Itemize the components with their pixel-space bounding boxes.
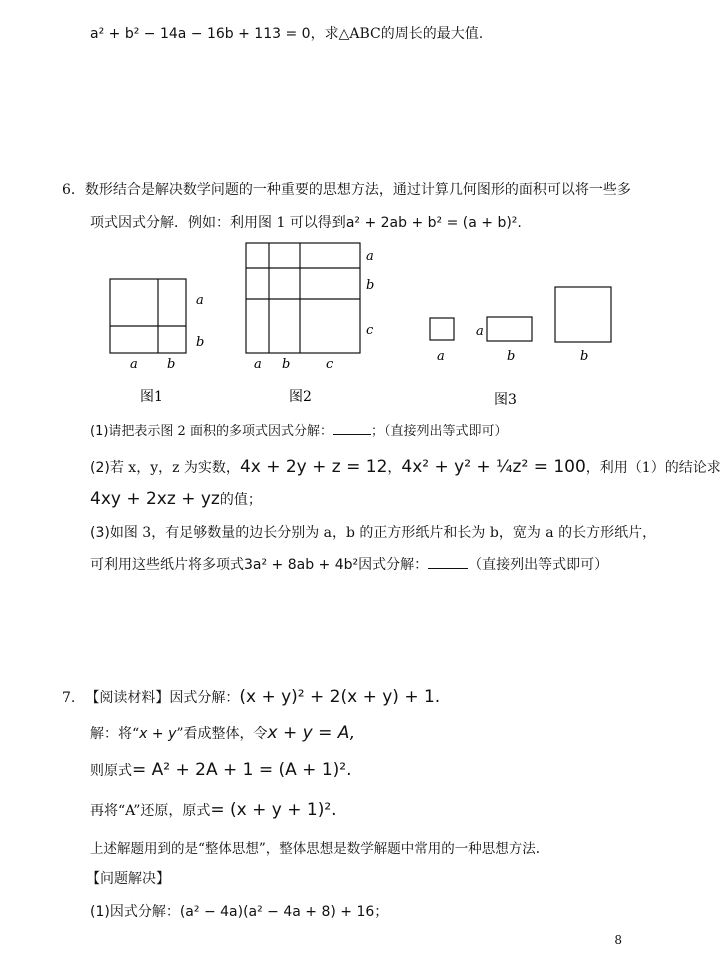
figure-1 xyxy=(110,279,186,353)
q6-sub2-equation1: 4x + 2y + z = 12 xyxy=(239,457,388,477)
q6-line1 xyxy=(62,181,631,199)
q6-sub2-equation2: 4x² + y² + ¼z² = 100 xyxy=(401,457,586,477)
fig3-caption: 图3 xyxy=(494,392,517,408)
q6-sub1-label: (1) xyxy=(90,424,109,439)
fig2-label-bottom-a: a xyxy=(254,357,262,372)
q7-head xyxy=(62,688,440,707)
q6-sub3-line2-tail: 因式分解： xyxy=(358,557,429,573)
q6-sub3-answer-blank xyxy=(428,556,468,569)
q7-sol1-expression: x + y xyxy=(139,726,177,742)
fig3-label-rect-side: a xyxy=(476,324,484,339)
q6-sub3-label: (3) xyxy=(90,525,110,541)
figure-2 xyxy=(246,243,360,353)
top-equation-line xyxy=(90,25,483,43)
q6-number: 6． xyxy=(62,182,85,198)
q6-sub2-line2 xyxy=(90,490,262,509)
q6-line2 xyxy=(90,214,522,232)
q6-sub2-tail: ，利用（1）的结论求 xyxy=(585,460,721,476)
q7-sol1-text: 解：将“ xyxy=(90,726,140,742)
q7-sol3-equation: = (x + y + 1)². xyxy=(210,800,337,820)
q6-sub2-line1 xyxy=(90,458,721,477)
fig2-label-right-c: c xyxy=(366,323,374,338)
q6-sub1-tail: ；（直接列出等式即可） xyxy=(370,424,508,439)
fig2-label-right-a: a xyxy=(366,249,374,264)
q6-figures xyxy=(0,238,680,408)
q6-sub2-separator: ， xyxy=(387,460,402,476)
q6-sub1-text: 请把表示图 2 面积的多项式因式分解： xyxy=(108,424,333,439)
fig2-label-bottom-b: b xyxy=(282,357,291,372)
figure-3 xyxy=(430,287,611,342)
q7-sub1 xyxy=(90,903,388,921)
q6-sub3-line2 xyxy=(90,556,608,574)
fig2-caption: 图2 xyxy=(289,389,312,405)
fig2-label-right-b: b xyxy=(366,278,375,293)
q7-sol4-text: 上述解题用到的是“整体思想”，整体思想是数学解题中常用的一种思想方法. xyxy=(90,841,541,857)
page-number: 8 xyxy=(614,933,622,947)
fig3-label-rect-bottom: b xyxy=(507,349,516,364)
q7-solution-line1 xyxy=(90,724,355,743)
q6-sub1 xyxy=(90,422,507,441)
q7-sol2-equation: = A² + 2A + 1 = (A + 1)². xyxy=(132,760,352,780)
q6-example-text: 项式因式分解．例如：利用图 1 可以得到 xyxy=(90,215,346,231)
fig1-caption: 图1 xyxy=(140,389,163,405)
q7-sub1-text: 因式分解： xyxy=(109,904,180,920)
q7-sub1-expression: (a² − 4a)(a² − 4a + 8) + 16； xyxy=(179,904,389,920)
fig2-label-bottom-c: c xyxy=(326,357,334,372)
q7-head-equation: (x + y)² + 2(x + y) + 1. xyxy=(239,687,441,707)
q7-number: 7. xyxy=(62,690,76,706)
fig1-label-right-b: b xyxy=(196,335,205,350)
q7-sub1-label: (1) xyxy=(90,904,110,920)
q6-sub2-label: (2) xyxy=(90,460,110,476)
q7-sol2-text: 则原式 xyxy=(90,763,132,779)
q6-intro-text: 数形结合是解决数学问题的一种重要的思想方法，通过计算几何图形的面积可以将一些多 xyxy=(84,182,631,198)
q7-head-label: 【阅读材料】因式分解： xyxy=(85,690,240,706)
fig3-label-big-square: b xyxy=(580,349,589,364)
fig1-label-right-a: a xyxy=(196,293,204,308)
q7-solution-line4 xyxy=(90,840,540,858)
q6-sub1-answer-blank xyxy=(333,422,371,435)
q7-solution-line2 xyxy=(90,761,352,780)
q6-sub2-text: 若 x，y，z 为实数， xyxy=(109,460,240,476)
q7-sol1-mid: ”看成整体，令 xyxy=(176,726,268,742)
fig1-label-bottom-a: a xyxy=(130,357,138,372)
top-equation-text: ，求△ABC的周长的最大值. xyxy=(310,26,484,42)
top-equation: a² + b² − 14a − 16b + 113 = 0 xyxy=(90,26,311,42)
fig3-label-small-square: a xyxy=(437,349,445,364)
q6-sub2-line2-tail: 的值； xyxy=(219,492,262,508)
q7-sol1-substitution: x + y = A, xyxy=(267,723,356,743)
q6-sub3-line1 xyxy=(90,524,656,542)
q6-sub3-line2-end: （直接列出等式即可） xyxy=(468,557,609,573)
q7-sol3-text: 再将“A”还原，原式 xyxy=(90,803,211,819)
q7-section-label: 【问题解决】 xyxy=(86,871,170,887)
q6-sub3-polynomial: 3a² + 8ab + 4b² xyxy=(244,557,359,573)
fig1-label-bottom-b: b xyxy=(167,357,176,372)
q6-sub3-line2-text: 可利用这些纸片将多项式 xyxy=(90,557,244,573)
q6-sub2-expression: 4xy + 2xz + yz xyxy=(90,489,220,509)
q6-example-equation: a² + 2ab + b² = (a + b)². xyxy=(345,215,522,231)
q7-solution-line3 xyxy=(90,801,337,820)
q7-section-heading xyxy=(86,870,170,888)
q6-sub3-text: 如图 3，有足够数量的边长分别为 a，b 的正方形纸片和长为 b，宽为 a 的长方形纸片， xyxy=(109,525,657,541)
